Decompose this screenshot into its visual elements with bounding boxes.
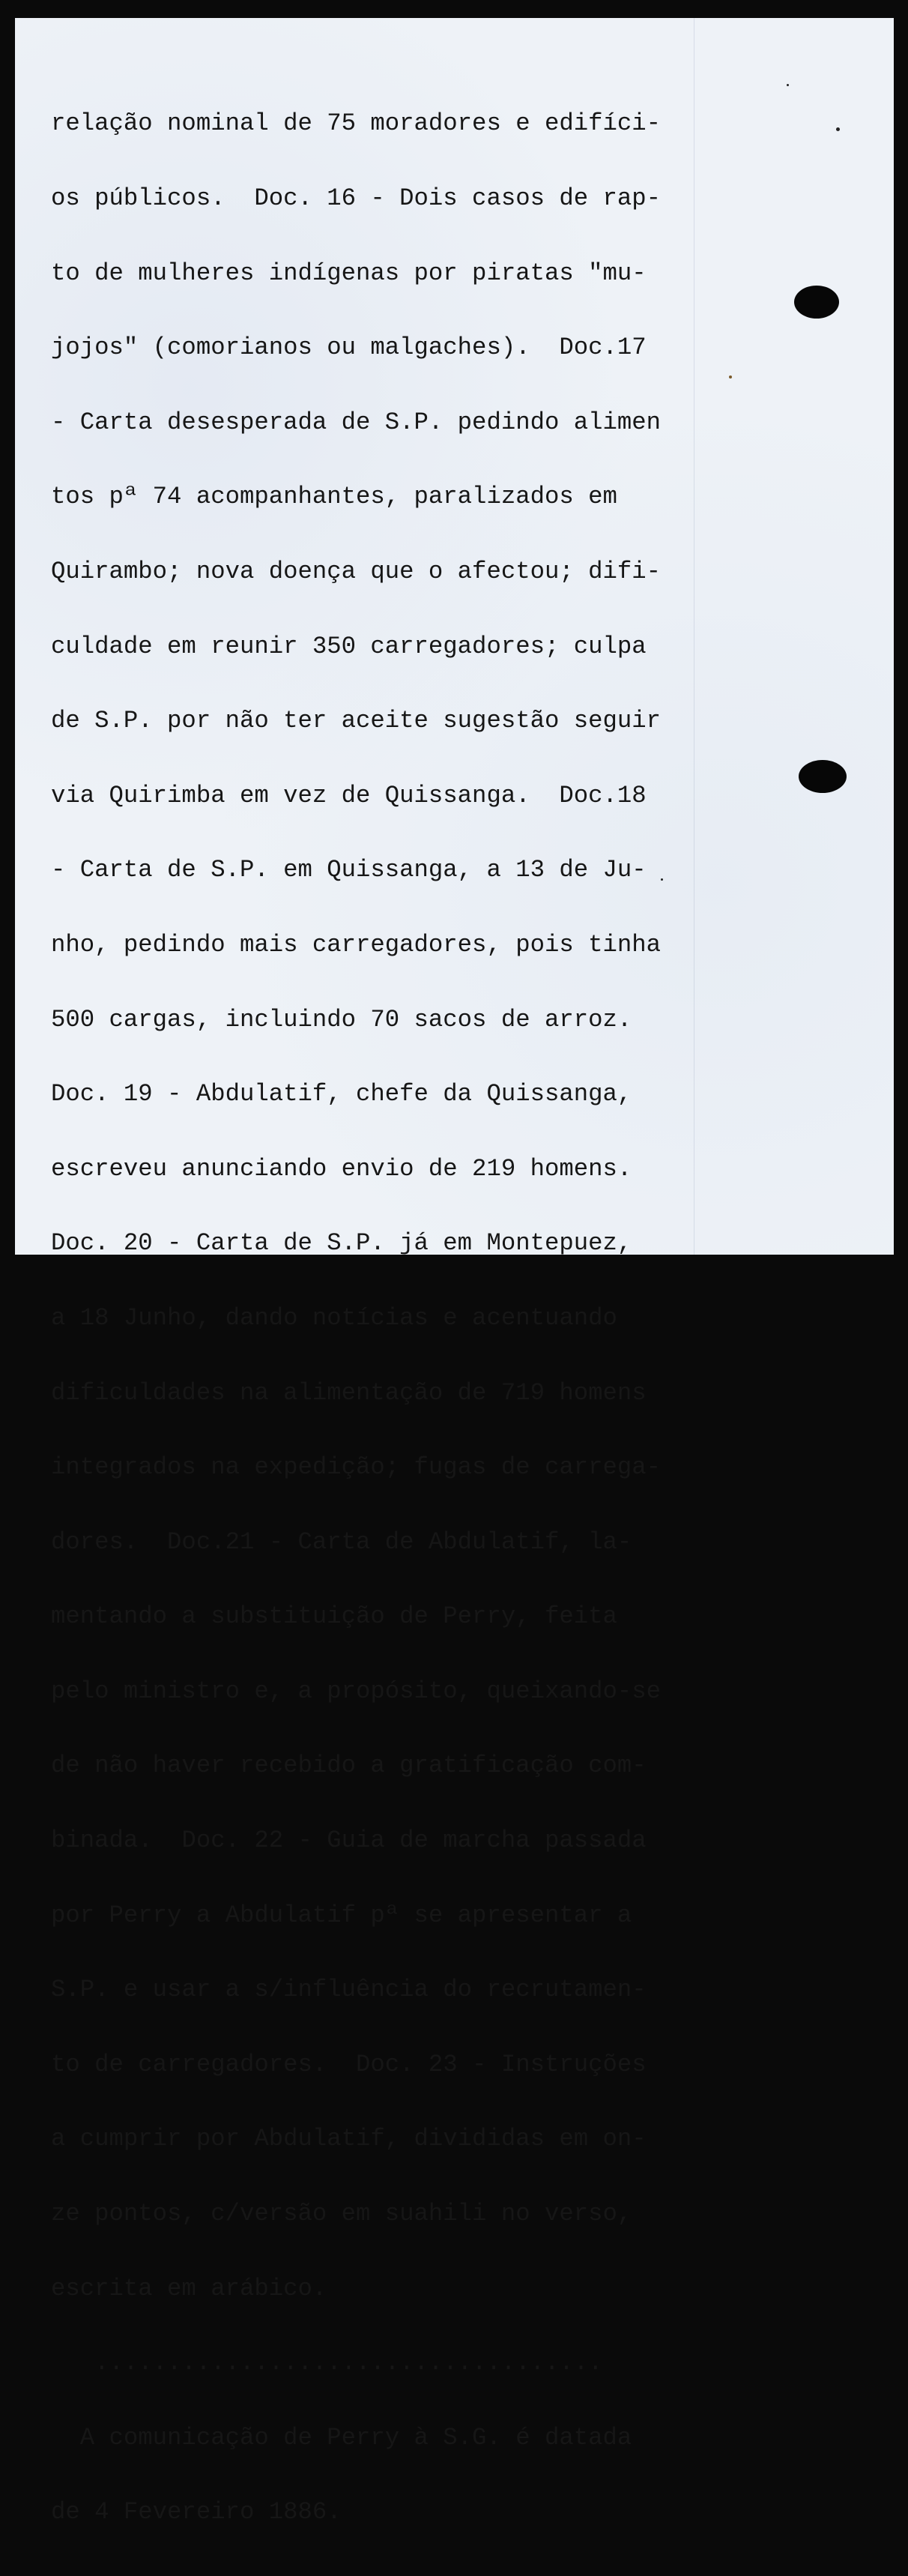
text-line: 500 cargas, incluindo 70 sacos de arroz.	[51, 1005, 632, 1034]
text-line: Doc. 19 - Abdulatif, chefe da Quissanga,	[51, 1080, 632, 1108]
text-line: to de carregadores. Doc. 23 - Instruções	[51, 2050, 647, 2078]
text-line: pelo ministro e, a propósito, queixando-se	[51, 1677, 662, 1705]
ink-speck	[729, 375, 732, 378]
text-line: de 4 Fevereiro 1886.	[51, 2498, 342, 2527]
text-line: a cumprir por Abdulatif, divididas em on-	[51, 2125, 647, 2153]
text-line: dificuldades na alimentação de 719 homens	[51, 1378, 647, 1407]
text-line: S.P. e usar a s/influência do recrutamen-	[51, 1976, 647, 2004]
text-line: os públicos. Doc. 16 - Dois casos de rap-	[51, 184, 662, 212]
text-line: A comunicação de Perry à S.G. é datada	[51, 2423, 632, 2452]
separator-dots: ...................................	[51, 2349, 603, 2377]
text-line: via Quirimba em vez de Quissanga. Doc.18	[51, 781, 647, 809]
typewritten-text	[51, 61, 661, 2575]
text-line: dores. Doc.21 - Carta de Abdulatif, la-	[51, 1527, 632, 1556]
text-line: ze pontos, c/versão em suahili no verso,	[51, 2200, 632, 2228]
ink-speck	[661, 878, 663, 881]
punch-hole	[799, 760, 847, 793]
text-line: por Perry a Abdulatif pª se apresentar a	[51, 1901, 632, 1929]
ink-speck	[787, 84, 789, 86]
text-line: tos pª 74 acompanhantes, paralizados em	[51, 483, 617, 511]
text-line: - Carta de S.P. em Quissanga, a 13 de Ju-	[51, 856, 647, 884]
text-line: a 18 Junho, dando notícias e acentuando	[51, 1303, 617, 1332]
text-line: relação nominal de 75 moradores e edifíci-	[51, 109, 662, 138]
text-line: jojos" (comorianos ou malgaches). Doc.17	[51, 334, 647, 362]
text-line: binada. Doc. 22 - Guia de marcha passada	[51, 1827, 647, 1855]
text-line: to de mulheres indígenas por piratas "mu-	[51, 259, 647, 287]
text-line: Quirambo; nova doença que o afectou; difi-	[51, 557, 662, 585]
text-line: de não haver recebido a gratificação com-	[51, 1752, 647, 1780]
text-line: mentando a substituição de Perry, feita	[51, 1602, 617, 1631]
text-line: escreveu anunciando envio de 219 homens.	[51, 1154, 632, 1183]
text-line: escrita em arábico.	[51, 2274, 327, 2302]
punch-hole	[794, 286, 839, 319]
text-line: Doc. 20 - Carta de S.P. já em Montepuez,	[51, 1229, 632, 1258]
text-line: nho, pedindo mais carregadores, pois tinha	[51, 930, 662, 959]
text-line: culdade em reunir 350 carregadores; culpa	[51, 632, 647, 660]
text-line: - Carta desesperada de S.P. pedindo alimen	[51, 408, 662, 436]
ink-speck	[836, 127, 840, 131]
text-line: integrados na expedição; fugas de carrega-	[51, 1453, 662, 1482]
paper-sheet	[15, 18, 894, 2527]
text-line: de S.P. por não ter aceite sugestão seguir	[51, 707, 662, 735]
